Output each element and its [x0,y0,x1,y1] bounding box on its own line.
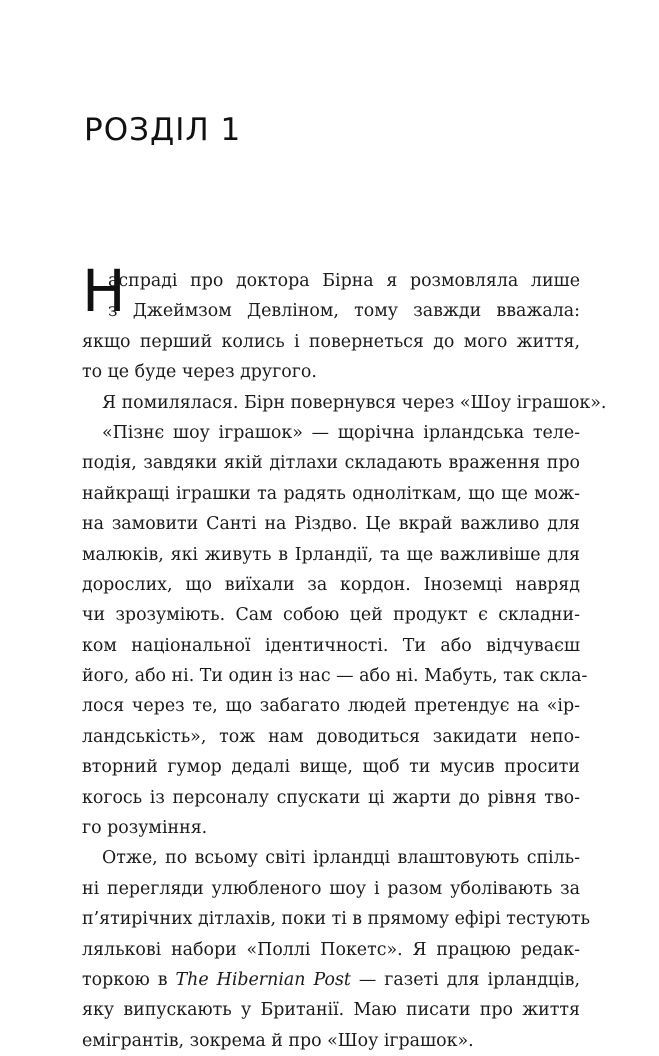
text-line: го розуміння. [82,818,208,839]
newspaper-title: The Hibernian Post [175,969,351,990]
chapter-text [82,257,607,1056]
text-line: Отже, по всьому світі ірландці влаштовують спіль- [102,848,580,869]
text-line: «Пізнє шоу іграшок» — щорічна ірландська теле- [102,422,580,443]
text-line: його, або ні. Ти один із нас — або ні. Мабуть, так скла- [82,666,588,687]
text-line: ком національної ідентичності. Ти або відчуваєш [82,635,580,656]
line-text-after: — газеті для ірландців, [350,969,580,990]
text-line: якщо перший колись і повернеться до мого життя, [82,331,580,352]
text-line: яку випускають у Британії. Маю писати про життя [82,1000,580,1021]
text-line: малюків, які живуть в Ірландії, та ще важливіше для [82,544,580,565]
text-line: то це буде через другого. [82,362,317,383]
text-line-with-title [82,965,580,995]
text-line: вторний гумор дедалі вище, щоб ти мусив просити [82,757,580,778]
text-line: п’ятирічних дітлахів, поки ті в прямому ефірі тестують [82,909,591,930]
chapter-title: РОЗДІЛ 1 [84,112,242,148]
text-line: найкращі іграшки та радять однолiткам, що ще мож- [82,483,580,504]
text-line: ландськість», тож нам доводиться закидати непо- [82,726,580,747]
text-line: аспраді про доктора Бірна я розмовляла лише [108,271,580,291]
text-line: чи зрозуміють. Сам собою цей продукт є складни- [82,605,580,626]
text-line: емігрантів, зокрема й про «Шоу іграшок». [82,1030,474,1051]
drop-cap-letter: Н [82,257,126,325]
text-line: лялькові набори «Поллі Покетс». Я працюю редак- [82,939,580,960]
text-line: дорослих, що виїхали за кордон. Іноземці навряд [82,574,580,595]
text-line: ні перегляди улюбленого шоу і разом уболівають за [82,878,580,899]
text-line: лося через те, що забагато людей претендує на «ір- [82,696,580,717]
text-line: подія, завдяки якій дітлахи складають враження про [82,453,580,474]
text-line: Я помилялася. Бірн повернувся через «Шоу іграшок». [102,392,607,413]
text-line: на замовити Санті на Різдво. Це вкрай важливо для [82,514,580,535]
text-line: з Джеймзом Девліном, тому завжди вважала: [108,301,580,322]
line-text-before: торкою в [82,969,176,990]
text-line: когось із персоналу спускати ці жарти до рівня тво- [82,787,580,808]
